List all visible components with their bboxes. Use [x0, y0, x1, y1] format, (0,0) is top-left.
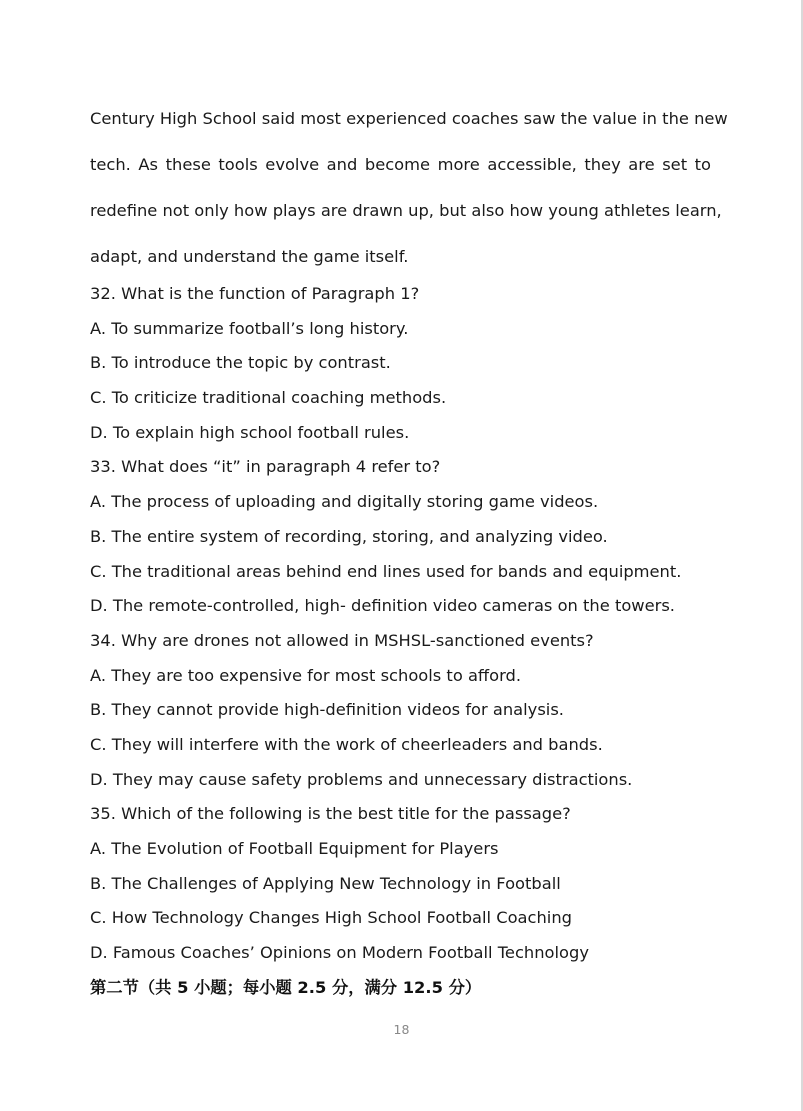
document-page — [90, 96, 728, 1005]
answer-option: B. They cannot provide high-definition videos for analysis. — [90, 700, 564, 720]
question-34 — [90, 624, 711, 797]
answer-option: B. To introduce the topic by contrast. — [90, 353, 391, 373]
question-stem: 33. What does “it” in paragraph 4 refer to? — [90, 457, 441, 477]
answer-option: A. To summarize football’s long history. — [90, 318, 409, 338]
question-35 — [90, 797, 711, 970]
answer-option: C. They will interfere with the work of cheerleaders and bands. — [90, 734, 603, 754]
question-32 — [90, 277, 711, 450]
answer-option: A. They are too expensive for most schools to afford. — [90, 665, 522, 685]
answer-option: B. The entire system of recording, storing, and analyzing video. — [90, 526, 608, 546]
answer-option: D. The remote-controlled, high- definition video cameras on the towers. — [90, 596, 675, 616]
answer-option: D. Famous Coaches’ Opinions on Modern Football Technology — [90, 943, 589, 963]
passage-line: adapt, and understand the game itself. — [90, 247, 409, 266]
answer-option: D. They may cause safety problems and unnecessary distractions. — [90, 769, 633, 789]
answer-option: B. The Challenges of Applying New Technology in Football — [90, 873, 561, 893]
question-list — [90, 277, 711, 1005]
answer-option: C. To criticize traditional coaching methods. — [90, 388, 447, 408]
section-heading: 第二节（共 5 小题；每小题 2.5 分，满分 12.5 分） — [90, 977, 482, 997]
answer-option: C. How Technology Changes High School Football Coaching — [90, 908, 572, 928]
page-number: 18 — [393, 1022, 410, 1037]
question-stem: 35. Which of the following is the best title for the passage? — [90, 804, 571, 824]
passage-line: Century High School said most experienced coaches saw the value in the new — [90, 109, 728, 128]
passage-text — [90, 96, 728, 280]
answer-option: D. To explain high school football rules. — [90, 422, 410, 442]
question-stem: 34. Why are drones not allowed in MSHSL-sanctioned events? — [90, 630, 594, 650]
answer-option: A. The process of uploading and digitally storing game videos. — [90, 492, 599, 512]
passage-line: redefine not only how plays are drawn up, but also how young athletes learn, — [90, 201, 722, 220]
question-33 — [90, 450, 711, 623]
answer-option: A. The Evolution of Football Equipment for Players — [90, 839, 499, 858]
passage-line: tech. As these tools evolve and become more accessible, they are set to — [90, 155, 711, 174]
question-stem: 32. What is the function of Paragraph 1? — [90, 284, 420, 303]
answer-option: C. The traditional areas behind end lines used for bands and equipment. — [90, 561, 682, 581]
